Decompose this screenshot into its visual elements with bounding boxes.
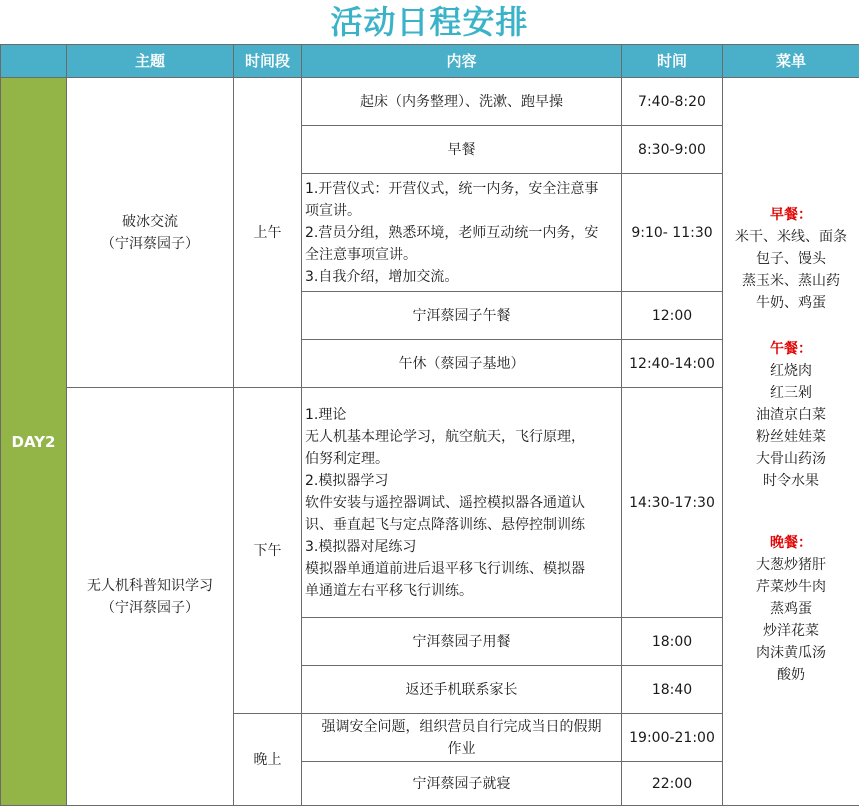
content-line: 1.开营仪式：开营仪式，统一内务，安全注意事 <box>305 180 599 197</box>
content-line: 软件安装与遥控器调试、遥控模拟器各通道认 <box>305 494 585 511</box>
content-line: 强调安全问题，组织营员自行完成当日的假期 <box>321 718 602 735</box>
menu-item: 红烧肉 <box>770 363 812 379</box>
dinner-label: 晚餐： <box>770 535 812 551</box>
menu-cell <box>723 78 859 806</box>
content-cell: 起床（内务整理）、洗漱、跑早操 <box>302 78 622 126</box>
content-cell: 宁洱蔡园子午餐 <box>302 292 622 340</box>
header-content: 内容 <box>302 45 622 78</box>
time-cell: 9:10- 11:30 <box>622 174 723 292</box>
schedule-table <box>0 44 859 806</box>
content-line: 无人机基本理论学习，航空航天，飞行原理， <box>305 428 585 445</box>
content-line: 模拟器单通道前进后退平移飞行训练、模拟器 <box>305 560 585 577</box>
time-cell: 18:40 <box>622 666 723 714</box>
menu-item: 芹菜炒牛肉 <box>756 579 826 595</box>
header-row <box>1 45 859 78</box>
menu-item: 米干、米线、面条 <box>735 229 847 245</box>
content-line: 3.自我介绍，增加交流。 <box>305 268 459 285</box>
content-line: 3.模拟器对尾练习 <box>305 538 417 555</box>
header-time: 时间 <box>622 45 723 78</box>
content-line: 伯努利定理。 <box>305 450 389 467</box>
day-label: DAY2 <box>1 78 67 806</box>
time-cell: 8:30-9:00 <box>622 126 723 174</box>
time-cell: 12:40-14:00 <box>622 340 723 388</box>
content-cell <box>302 174 622 292</box>
header-theme: 主题 <box>67 45 234 78</box>
theme-drone <box>67 388 234 806</box>
theme-place: （宁洱蔡园子） <box>101 235 199 252</box>
menu-item: 蒸玉米、蒸山药 <box>742 273 840 289</box>
menu-item: 大骨山药汤 <box>756 451 826 467</box>
theme-icebreak <box>67 78 234 388</box>
content-line: 1.理论 <box>305 406 347 423</box>
menu-item: 牛奶、鸡蛋 <box>756 295 826 311</box>
content-line: 单通道左右平移飞行训练。 <box>305 582 473 599</box>
menu-item: 红三剁 <box>770 385 812 401</box>
content-line: 2.模拟器学习 <box>305 472 389 489</box>
theme-place: （宁洱蔡园子） <box>101 599 199 616</box>
menu-item: 粉丝娃娃菜 <box>756 429 826 445</box>
time-cell: 12:00 <box>622 292 723 340</box>
header-menu: 菜单 <box>723 45 859 78</box>
menu-breakfast <box>723 204 859 314</box>
menu-item: 时令水果 <box>763 473 819 489</box>
content-cell: 早餐 <box>302 126 622 174</box>
header-day <box>1 45 67 78</box>
header-period: 时间段 <box>234 45 302 78</box>
time-cell: 18:00 <box>622 618 723 666</box>
content-cell: 返还手机联系家长 <box>302 666 622 714</box>
menu-item: 肉沫黄瓜汤 <box>756 645 826 661</box>
content-line: 全注意事项宣讲。 <box>305 246 417 263</box>
time-cell: 7:40-8:20 <box>622 78 723 126</box>
time-cell: 19:00-21:00 <box>622 714 723 762</box>
lunch-label: 午餐： <box>770 341 812 357</box>
menu-dinner <box>723 532 859 686</box>
period-afternoon: 下午 <box>234 388 302 714</box>
menu-item: 炒洋花菜 <box>763 623 819 639</box>
content-cell <box>302 388 622 618</box>
period-morning: 上午 <box>234 78 302 388</box>
page-title: 活动日程安排 <box>330 3 529 41</box>
breakfast-label: 早餐： <box>770 207 812 223</box>
content-line: 作业 <box>447 740 476 757</box>
time-cell: 22:00 <box>622 762 723 806</box>
content-cell: 宁洱蔡园子就寝 <box>302 762 622 806</box>
theme-name: 破冰交流 <box>122 213 178 230</box>
period-evening: 晚上 <box>234 714 302 806</box>
content-line: 项宣讲。 <box>305 202 361 219</box>
menu-item: 酸奶 <box>777 667 805 683</box>
menu-lunch <box>723 338 859 492</box>
content-cell: 宁洱蔡园子用餐 <box>302 618 622 666</box>
theme-name: 无人机科普知识学习 <box>87 577 213 594</box>
table-row <box>1 78 859 126</box>
content-cell: 午休（蔡园子基地） <box>302 340 622 388</box>
time-cell: 14:30-17:30 <box>622 388 723 618</box>
menu-item: 大葱炒猪肝 <box>756 557 826 573</box>
menu-item: 包子、馒头 <box>756 251 826 267</box>
menu-item: 蒸鸡蛋 <box>770 601 812 617</box>
content-line: 2.营员分组，熟悉环境，老师互动统一内务，安 <box>305 224 599 241</box>
menu-item: 油渣京白菜 <box>756 407 826 423</box>
content-line: 识、垂直起飞与定点降落训练、悬停控制训练 <box>305 516 585 533</box>
content-cell <box>302 714 622 762</box>
